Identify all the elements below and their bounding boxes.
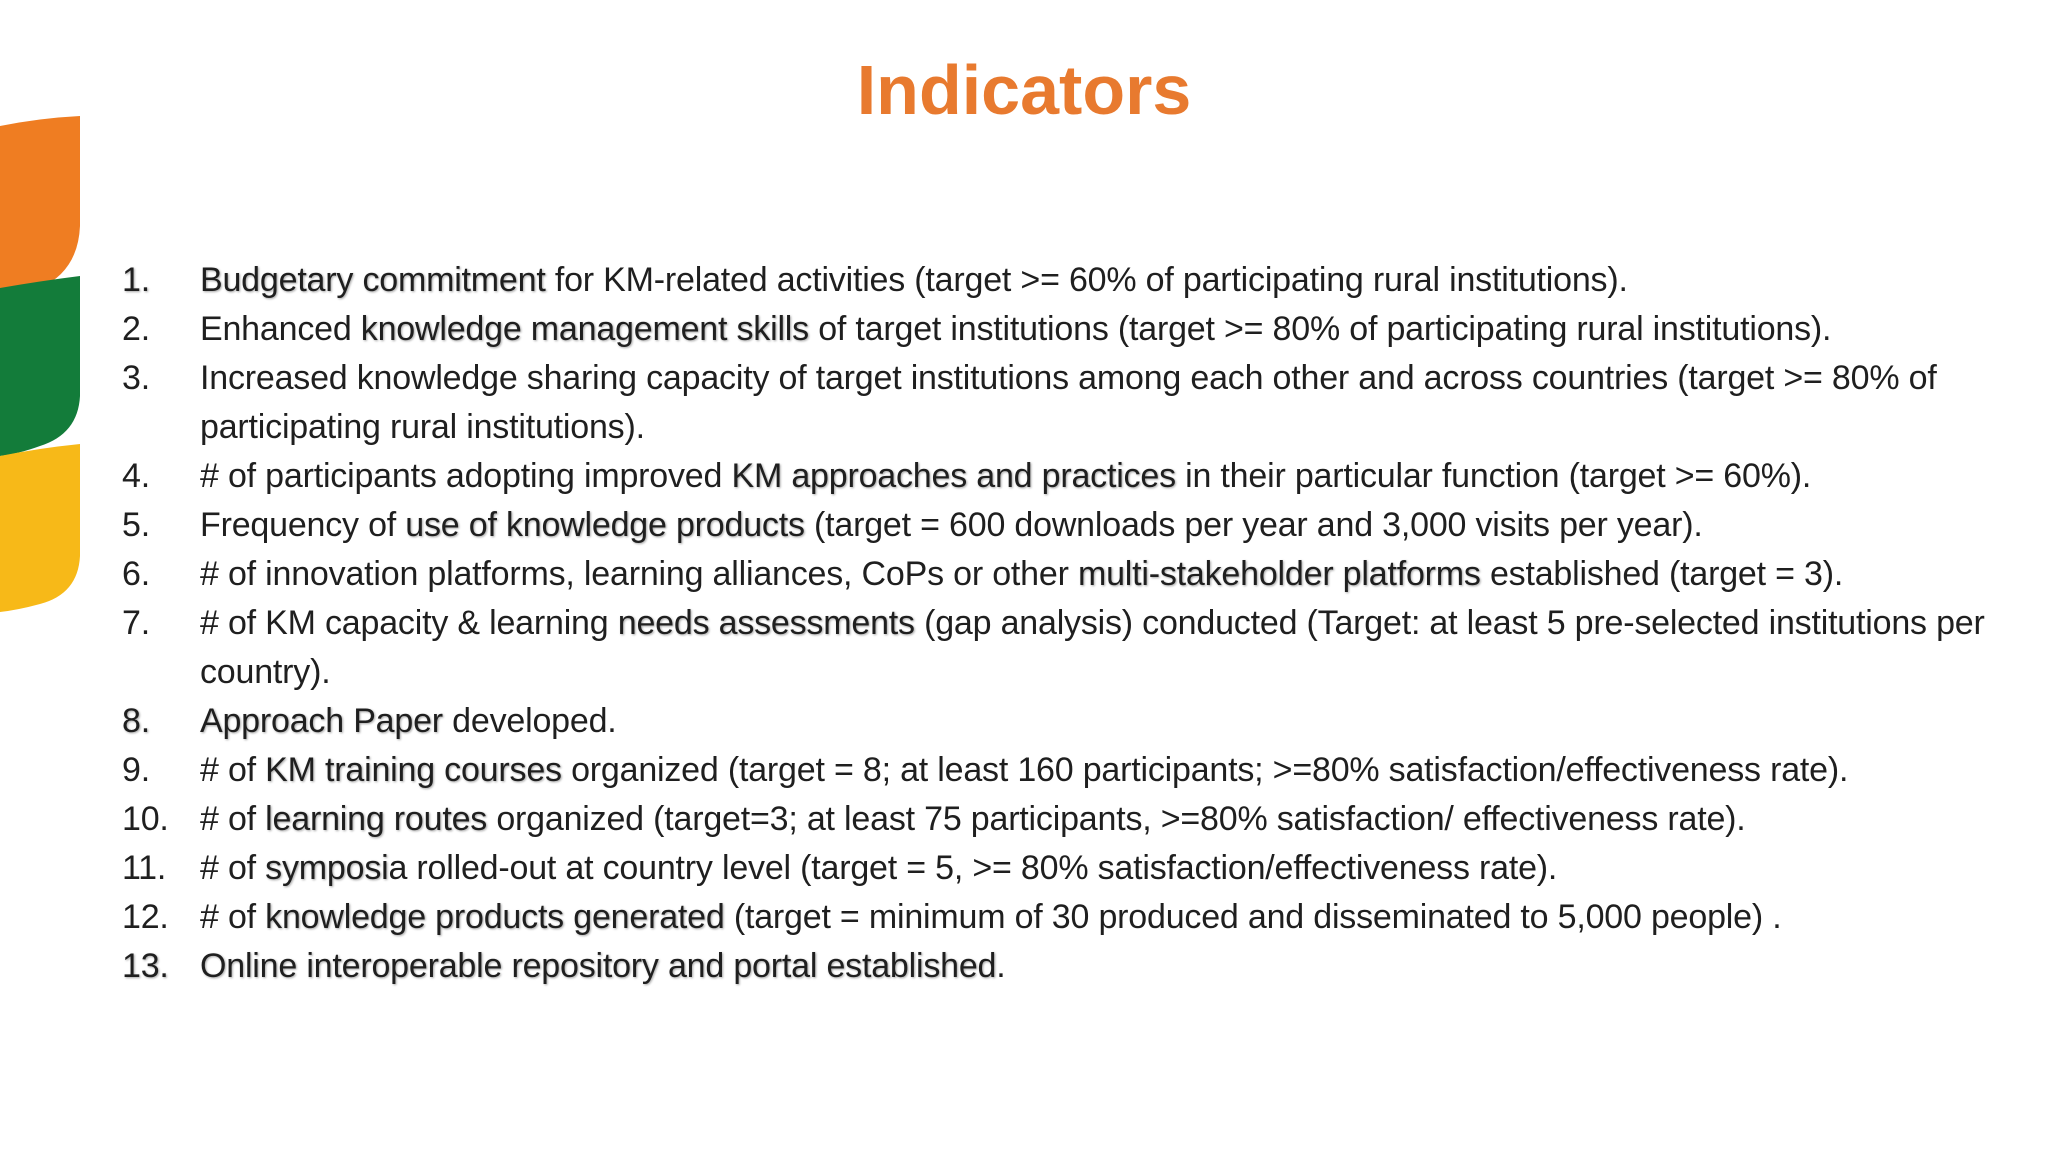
indicator-number: 12.: [122, 898, 169, 936]
indicator-text: # of: [200, 849, 266, 887]
indicator-text: # of: [200, 898, 266, 936]
indicator-item: [122, 452, 2022, 501]
orange-leaf-shape: [0, 116, 80, 300]
indicator-key-phrase: Budgetary commitment: [200, 261, 546, 299]
indicator-text: Increased knowledge sharing capacity of target institutions among each other and across countries (target >= 80% of participating rural institutions).: [200, 359, 1937, 446]
indicator-text: organized (target=3; at least 75 participants, >=80% satisfaction/ effectiveness rate).: [487, 800, 1746, 838]
indicator-text: (target = minimum of 30 produced and disseminated to 5,000 people) .: [724, 898, 1782, 936]
indicator-item: [122, 942, 2022, 991]
indicator-item: [122, 550, 2022, 599]
decorative-leaf-shapes: [0, 116, 80, 616]
indicator-number: 10.: [122, 800, 169, 838]
indicator-number: 3.: [122, 359, 150, 397]
indicator-item: [122, 746, 2022, 795]
indicator-key-phrase: Approach Paper: [200, 702, 443, 740]
indicator-text: developed.: [442, 702, 617, 740]
indicator-text: in their particular function (target >= 60%).: [1175, 457, 1812, 495]
indicator-number: 5.: [122, 506, 150, 544]
indicator-text: # of participants adopting improved: [200, 457, 732, 495]
green-leaf-shape: [0, 276, 80, 456]
indicator-text: established (target = 3).: [1480, 555, 1844, 593]
indicator-text: # of: [200, 751, 266, 789]
indicator-text: # of: [200, 800, 266, 838]
indicator-text: (target = 600 downloads per year and 3,000 visits per year).: [804, 506, 1703, 544]
indicator-item: [122, 305, 2022, 354]
indicator-text: organized (target = 8; at least 160 participants; >=80% satisfaction/effectiveness rate).: [561, 751, 1849, 789]
yellow-leaf-shape: [0, 444, 80, 612]
indicator-text: for KM-related activities (target >= 60% of participating rural institutions).: [545, 261, 1628, 299]
indicator-text: a rolled-out at country level (target = 5, >= 80% satisfaction/effectiveness rate).: [388, 849, 1558, 887]
indicator-key-phrase: multi-stakeholder platforms: [1077, 555, 1481, 593]
indicator-number: 4.: [122, 457, 150, 495]
indicator-number: 9.: [122, 751, 150, 789]
indicator-number: 2.: [122, 310, 150, 348]
indicator-item: [122, 795, 2022, 844]
indicator-list: [122, 256, 2022, 991]
indicator-number: 1.: [122, 261, 150, 299]
indicator-text: .: [996, 947, 1006, 985]
indicator-key-phrase: needs assessments: [617, 604, 915, 642]
indicator-item: [122, 501, 2022, 550]
indicator-item: [122, 256, 2022, 305]
indicator-text: (gap analysis) conducted (Target: at least 5 pre-selected institutions per country).: [200, 604, 1985, 691]
indicator-number: 6.: [122, 555, 150, 593]
slide-title: Indicators: [856, 51, 1192, 129]
indicator-key-phrase: Online interoperable repository and portal established: [200, 947, 997, 985]
indicator-key-phrase: knowledge products generated: [265, 898, 725, 936]
indicator-key-phrase: use of knowledge products: [405, 506, 805, 544]
indicator-item: [122, 844, 2022, 893]
indicator-item: [122, 599, 2020, 697]
indicator-key-phrase: KM training courses: [265, 751, 562, 789]
indicator-number: 11.: [122, 849, 167, 887]
indicator-number: 13.: [122, 947, 169, 985]
indicator-key-phrase: KM approaches and practices: [731, 457, 1176, 495]
indicator-number: 7.: [122, 604, 150, 642]
indicator-item: [122, 893, 2022, 942]
indicator-item: [122, 697, 2022, 746]
indicator-key-phrase: learning routes: [265, 800, 488, 838]
indicator-text: Frequency of: [200, 506, 406, 544]
indicator-key-phrase: symposi: [265, 849, 389, 887]
indicator-text: Enhanced: [200, 310, 361, 348]
indicator-text: # of KM capacity & learning: [200, 604, 618, 642]
indicator-item: [122, 354, 2020, 452]
indicator-text: of target institutions (target >= 80% of participating rural institutions).: [808, 310, 1832, 348]
indicator-number: 8.: [122, 702, 150, 740]
indicator-key-phrase: knowledge management skills: [360, 310, 809, 348]
indicator-text: # of innovation platforms, learning alliances, CoPs or other: [200, 555, 1078, 593]
